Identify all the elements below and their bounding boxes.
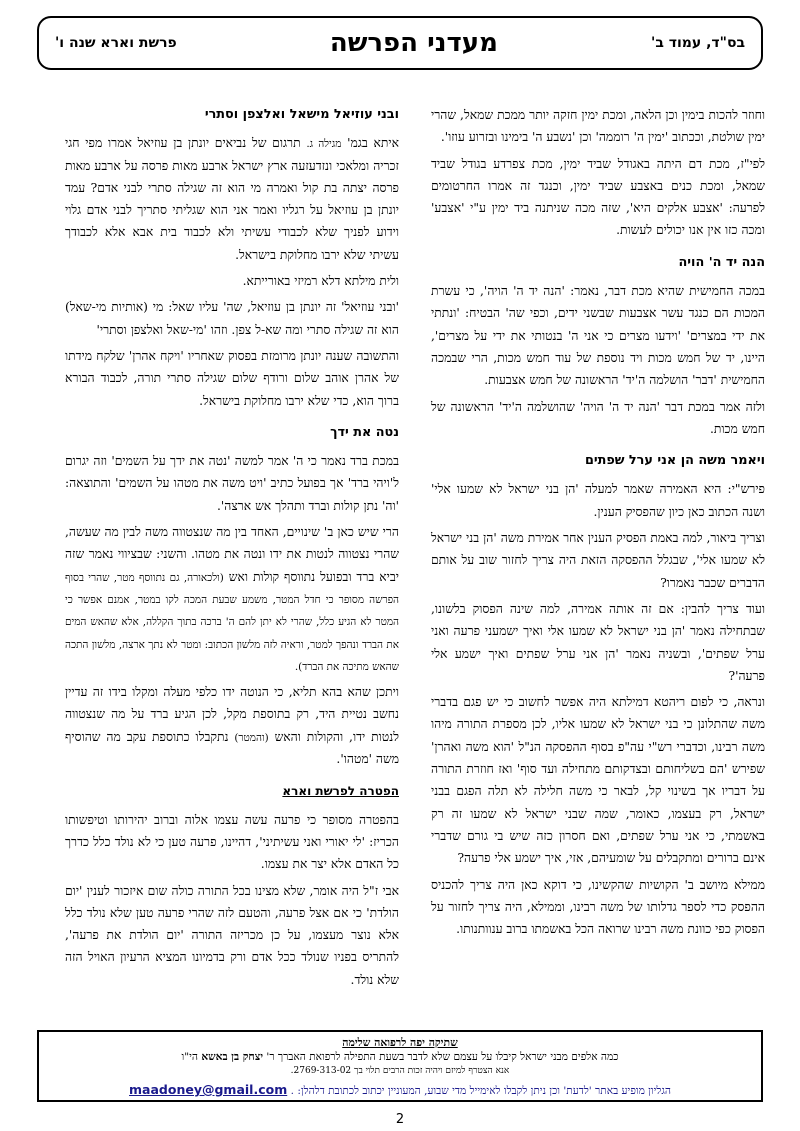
right-column (431, 104, 765, 944)
paragraph: במכה החמישית שהיא מכת דבר, נאמר: 'הנה יד ה' הויה', כי עשרת המכות הם כנגד עשר אצבעות שבשני ידים, וכפי שה' הבטיח: 'ונתתי את ידי במצרים' 'וידעו מצרים כי אני ה' בנטותי את ידי על מצרים', היינו, יד של חמש מכות ויד נוספת של עוד חמש מכות, הרי שבמכה החמישית 'דבר' הושלמה ה'יד' הראשונה של חמש אצבעות. (431, 284, 765, 388)
left-column (65, 104, 399, 995)
section-heading: ויאמר משה הן אני ערל שפתים (584, 453, 765, 469)
paragraph: וצריך ביאור, למה באמת הפסיק הענין אחר אמירת משה 'הן בני ישראל לא שמעו אלי', שבגלל ההפסקה הזאת היה צריך לחזור שוב על אותם הדברים שכבר נאמרו? (431, 531, 765, 590)
footer-box (37, 1030, 763, 1102)
parenthetical-note: (והמטר) (234, 731, 269, 744)
paragraph-text: נתקבלו כתוספת עקב מה שהוסיף משה 'מטהו'. (65, 729, 399, 767)
paragraph: בהפטרה מסופר כי פרעה עשה עצמו אלוה וברוב יהירותו וטיפשותו הכריז: 'לי יאורי ואני עשיתיני', דהיינו, פרעה טען כי לא נולד כלל כדרך כל האדם אלא יצר את עצמו. (65, 812, 399, 872)
paragraph: ממילא מיושב ב' הקושיות שהקשינו, כי דוקא כאן היה צריך להכניס ההפסק כדי לספר גדלותו של משה רבינו, וממילא, היה צריך לחזור על הפסוק כפי כוונת משה רבינו שרואה הכל באשמתו ברוב ענוותנותו. (431, 877, 765, 937)
paragraph: ולזה אמר במכת דבר 'הנה יד ה' הויה' שהושלמה ה'יד' הראשונה של חמש מכות. (431, 399, 765, 436)
paragraph (65, 132, 399, 266)
paragraph (65, 681, 399, 770)
source-reference: מגילה ג. (306, 138, 342, 151)
paragraph: ועוד צריך להבין: אם זה אותה אמירה, למה שינה הפסוק בלשונו, שבתחילה נאמר 'הן בני ישראל לא שמעו אלי ואיך ישמעני פרעה ואני ערל שפתים', ובשניה נאמר 'הן אני ערל שפתים ואיך ישמע אלי פרעה'? (431, 601, 765, 683)
paragraph: פירש"י: היא האמירה שאמר למעלה 'הן בני ישראל לא שמעו אלי' ושנה הכתוב כאן כיון שהפסיק הענין. (431, 482, 765, 519)
footer-line (39, 1051, 761, 1063)
paragraph-text: הרי שיש כאן ב' שינויים, האחד בין מה שנצטווה משה לבין מה שעשה, שהרי נצטווה לנטות את ידו ונטה את מטהו. והשני: שבציווי נאמר שזה יביא ברד ובפועל נתווסף קולות ואש (65, 525, 399, 584)
footer-contact (39, 1082, 761, 1097)
footer-phone-line: אנא הצטרף למיזם ויהיה זכות הרבים תלוי בך 2769-313-02. (290, 1066, 510, 1076)
footer-text: כמה אלפים מבני ישראל קיבלו על עצמם שלא לדבר בשעת התפילה לרפואת האברך ר' (266, 1051, 619, 1063)
page-ref: בס"ד, עמוד ב' (651, 35, 745, 51)
section-heading: נטה את ידך (330, 424, 399, 440)
paragraph: 'ובני עוזיאל' זה יונתן בן עוזיאל, שה' עליו שאל: מי (אותיות מי-שאל) הוא זה שגילה סתרי ומה שא-ל צפן. וזהו 'מי-שאל ואלצפן וסתרי' (65, 300, 399, 337)
section-heading: הפטרה לפרשת וארא (282, 784, 399, 799)
footer-title: שתיקה יפה לרפואה שלימה (342, 1036, 458, 1049)
paragraph: והתשובה שענה יונתן מרומזת בפסוק שאחריו 'ויקח אהרן' שלקח מידתו של אהרן אוהב שלום ורודף שלום שגילה סתרי תורה, לכבוד הבורא ברוך הוא, כדי שלא ירבו מחלוקת בישראל. (65, 348, 399, 408)
paragraph: לפי"ז, מכת דם היתה באגודל שביד ימין, מכת צפרדע בגודל שביד שמאל, ומכת כנים באצבע שביד ימין, וכנגד זה אמרו החרטומים לפרעה: 'אצבע אלקים היא', שזה מכה שניתנה ביד ימין ע"י 'אצבע' ומכה כזו אין אנו יכולים לעשות. (431, 156, 765, 238)
footer-contact-text: הגליון מופיע באתר 'לדעת' וכן ניתן לקבלו לאימייל מדי שבוע, המעוניין יכתוב לכתובת דלהלן: . (290, 1085, 671, 1097)
section-heading: ובני עוזיאל מישאל ואלצפן וסתרי (204, 107, 399, 122)
paragraph: ונראה, כי לפום ריהטא דמילתא היה אפשר לחשוב כי יש פגם בדברי משה שהתלונן כי בני ישראל לא שמעו אליו, לכן מספרת התורה מיהו משה רבינו, וכדברי רש"י עה"פ בסוף ההפסקה הנ"ל 'הוא משה ואהרן' שפירש 'הם בשליחותם ובצדקותם מתחילה ועד סוף' ואז חוזרת התורה על דבריו אך בשינוי קל, לבאר כי משה חלילה לא תלה הפגם בבני ישראל, רק בעצמו, כאומר, שמה שבני ישראל לא שמעו זה רק באשמתי, כי אני ערל שפתים, ואם חסרון כזה שיש בי גורם שדברי אינם ברורים ומתקבלים על שומעיהם, אזי, איך ישמע אלי פרעה? (431, 695, 765, 866)
paragraph-text: ויתכן שהא בהא תליא, כי הנוטה ידו כלפי מעלה ומקלו בידו זה עדיין נחשב נטיית היד, רק בתוספת מקל, לכן הגיע ברד על מה שנצטווה לנטות ידו, והקולות והאש (65, 685, 399, 744)
paragraph: ולית מילתא דלא רמיזי באורייתא. (242, 274, 399, 289)
email-link[interactable]: maadoney@gmail.com (129, 1082, 288, 1097)
page-header (37, 16, 763, 70)
paragraph-text: איתא בגמ' (347, 136, 399, 151)
section-heading: הנה יד ה' הויה (678, 254, 765, 270)
page-number: 2 (395, 1112, 405, 1127)
paragraph (65, 521, 399, 677)
patient-name: יצחק בן באשא (201, 1051, 264, 1063)
paragraph: אבי ז"ל היה אומר, שלא מצינו בכל התורה כולה שום איזכור לענין 'יום הולדת' כי אם אצל פרעה, והטעם לזה שהרי פרעה טען שלא נולד כלל אלא נוצר מעצמו, על כן מכריזה התורה 'יום הולדת את פרעה', להתריס בפניו שנולד ככל אדם ורק בדמיונו המציא הרעיון האויל הזה שלא נולד. (65, 883, 399, 987)
paragraph: במכת ברד נאמר כי ה' אמר למשה 'נטה את ידך על השמים' וזה יגרום ל'ויהי ברד' אך בפועל כתיב 'ויט משה את מטהו על השמים' והתוצאה: 'וה' נתן קולות וברד ותהלך אש ארצה'. (65, 454, 399, 513)
paragraph: וחוזר להכות בימין וכן הלאה, ומכת ימין חזקה יותר ממכת שמאל, שהרי ימין שולטת, וככתוב 'ימין ה' רוממה' וכן 'נשבע ה' בימינו ובזרוע עוזו'. (431, 108, 765, 145)
footer-text: הי"ו (181, 1051, 198, 1063)
parenthetical-note: (ולכאורה, גם נתווסף מטר, שהרי בסוף הפרשה מסופר כי חדל המטר, משמע שבעת המכה לקו במטר, אמנם אפשר כי המטר לא הגיע כלל, שהרי לא יתן להם ה' ברכה בתוך הקללה, אלא שהאש המים את הברד ונהפך למטר, וראיה לזה מלשון הכתוב: ומטר לא נתך ארצה, מלשון התכה שהאש מתיכה את הברד). (65, 571, 399, 673)
parsha-label: פרשת וארא שנה ו' (55, 35, 177, 51)
newsletter-title: מעדני הפרשה (329, 28, 498, 58)
paragraph-text: תרגום של נביאים יונתן בן עוזיאל אמרו מפי חגי זכריה ומלאכי ונזדעזעה ארץ ישראל ארבע מאות פרסה על ארבע מאות פרסה יצתה בת קול ואמרה מי הוא זה שגילה סתרי לבני אדם? עמד יונתן בן עוזיאל על רגליו ואמר אני הוא שגליתי סתריך לבני אדם גלוי וידוע לפניך שלא לכבודי עשיתי ולא לכבוד בית אבא אלא לכבודך עשיתי שלא ירבו מחלוקת בישראל. (65, 136, 399, 262)
